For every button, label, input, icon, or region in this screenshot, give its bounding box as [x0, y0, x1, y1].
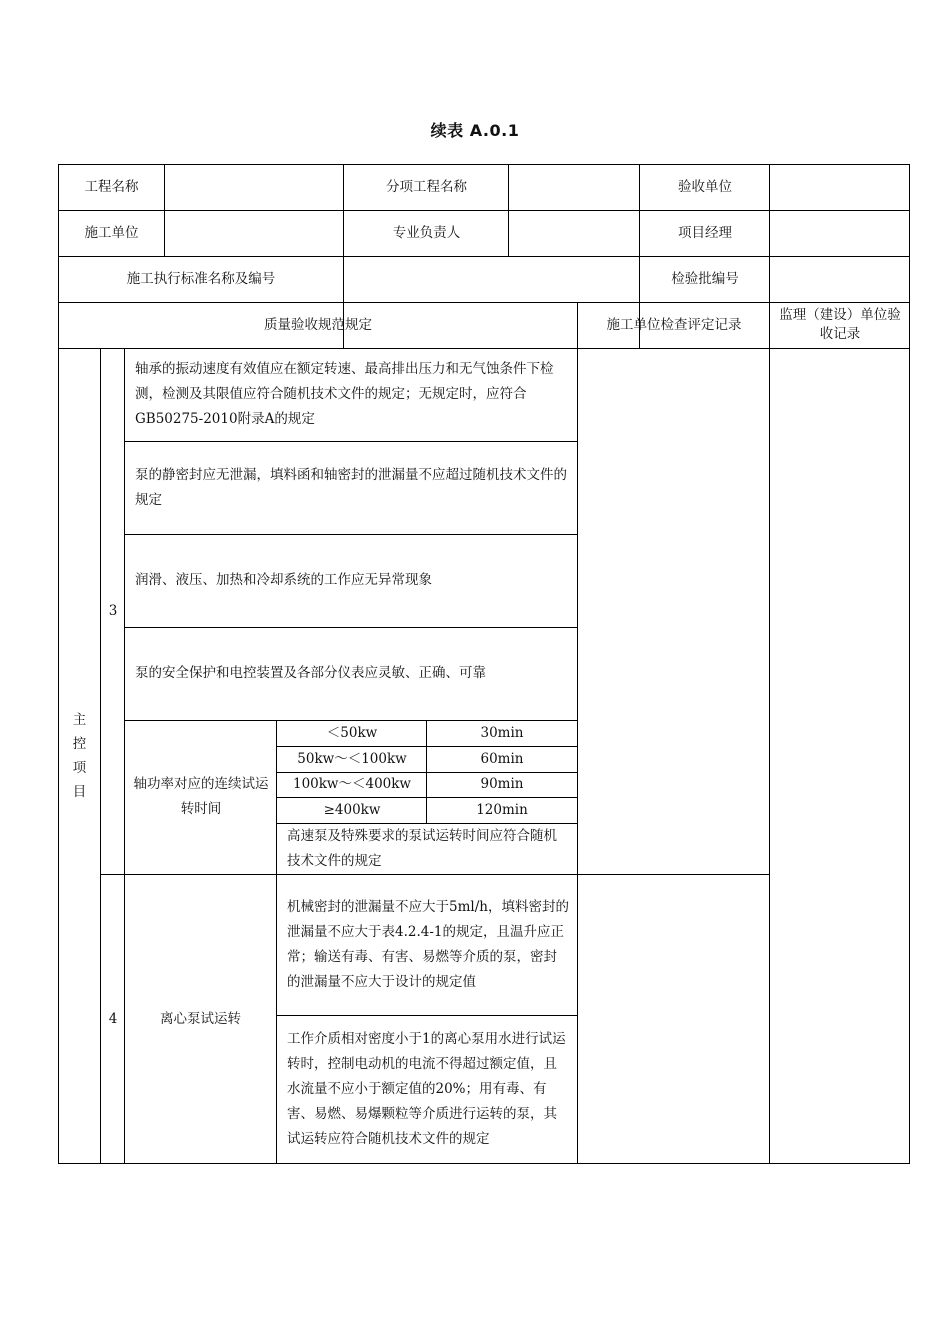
project-manager-label: 项目经理	[678, 224, 732, 241]
runtime-note: 高速泵及特殊要求的泵试运转时间应符合随机技术文件的规定	[287, 827, 557, 869]
runtime-time: 30min	[480, 724, 524, 741]
item-3-lubrication-requirement: 润滑、液压、加热和冷却系统的工作应无异常现象	[135, 572, 432, 588]
acceptance-unit-value[interactable]	[770, 164, 910, 210]
contractor-record-label: 施工单位检查评定记录	[606, 316, 742, 333]
project-name-label: 工程名称	[84, 178, 139, 195]
runtime-time: 90min	[480, 776, 524, 792]
item-3-safety-requirement: 泵的安全保护和电控装置及各部分仪表应灵敏、正确、可靠	[135, 665, 486, 681]
standard-label: 施工执行标准名称及编号	[126, 270, 276, 287]
item-4-label: 离心泵试运转	[160, 1010, 241, 1027]
project-name-value[interactable]	[165, 164, 344, 210]
runtime-label: 轴功率对应的连续试运转时间	[133, 776, 269, 817]
supervisor-record-label: 监理（建设）单位验收记录	[779, 307, 901, 342]
item-3-contractor-record[interactable]	[578, 348, 769, 874]
runtime-power: 50kw～＜100kw	[297, 750, 407, 767]
professional-lead-value[interactable]	[509, 210, 640, 256]
main-control-items-label: 主 控 项 目	[72, 712, 87, 800]
item-3-number: 3	[108, 602, 118, 619]
item-3-seal-requirement: 泵的静密封应无泄漏，填料函和轴密封的泄漏量不应超过随机技术文件的规定	[135, 466, 567, 508]
page-title: 续表 A.0.1	[430, 121, 520, 140]
batch-no-label: 检验批编号	[671, 270, 739, 287]
construction-unit-label: 施工单位	[84, 224, 139, 241]
subitem-name-value[interactable]	[509, 164, 640, 210]
supervisor-record[interactable]	[770, 348, 909, 1163]
item-4-mechanical-seal-requirement: 机械密封的泄漏量不应大于5ml/h，填料密封的泄漏量不应大于表4.2.4-1的规定，且温升应正常；输送有毒、有害、易燃等介质的泵，密封的泄漏量不应大于设计的规定值	[287, 898, 569, 990]
spec-label: 质量验收规范规定	[264, 316, 372, 333]
item-3-vibration-requirement: 轴承的振动速度有效值应在额定转速、最高排出压力和无气蚀条件下检测，检测及其限值应符合随机技术文件的规定；无规定时，应符合GB50275-2010附录A的规定	[135, 361, 554, 427]
construction-unit-value[interactable]	[165, 210, 344, 256]
acceptance-table	[58, 164, 910, 1164]
project-manager-value[interactable]	[770, 210, 910, 256]
runtime-power: ＜50kw	[326, 724, 378, 741]
batch-no-value[interactable]	[770, 256, 910, 302]
item-4-water-test-requirement: 工作介质相对密度小于1的离心泵用水进行试运转时，控制电动机的电流不得超过额定值，且水流量不应小于额定值的20%；用有毒、有害、易燃、易爆颗粒等介质进行运转的泵，其试运转应符合随机技术文件的规定	[287, 1030, 566, 1147]
runtime-power: ≥400kw	[323, 801, 381, 818]
item-4-number: 4	[108, 1010, 118, 1027]
item-4-contractor-record[interactable]	[578, 874, 769, 1164]
subitem-name-label: 分项工程名称	[386, 178, 467, 195]
acceptance-unit-label: 验收单位	[678, 178, 732, 195]
runtime-time: 120min	[476, 801, 528, 818]
runtime-power: 100kw～＜400kw	[292, 776, 411, 792]
standard-value[interactable]	[344, 256, 640, 302]
professional-lead-label: 专业负责人	[392, 224, 461, 241]
runtime-time: 60min	[480, 750, 524, 767]
